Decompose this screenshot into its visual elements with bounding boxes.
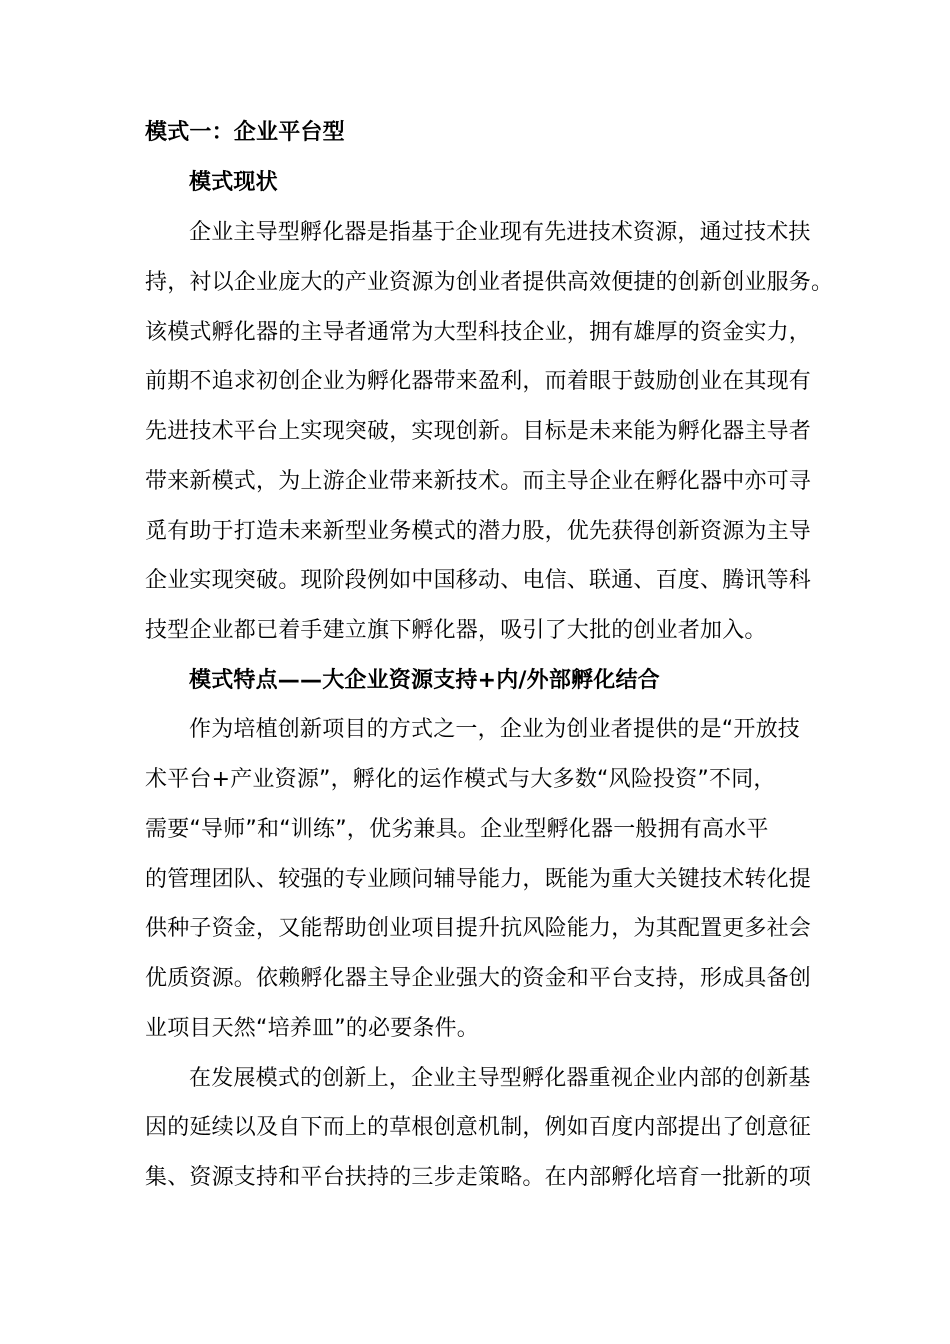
paragraph-line: 因的延续以及自下而上的草根创意机制，例如百度内部提出了创意征 bbox=[145, 1115, 812, 1140]
paragraph-line: 的管理团队、较强的专业顾问辅导能力，既能为重大关键技术转化提 bbox=[145, 867, 812, 892]
paragraph-line: 技型企业都已着手建立旗下孵化器，吸引了大批的创业者加入。 bbox=[145, 618, 767, 643]
section-heading-status: 模式现状 bbox=[189, 170, 278, 195]
section-heading-features: 模式特点——大企业资源支持+内/外部孵化结合 bbox=[189, 668, 660, 693]
paragraph-line: 供种子资金，又能帮助创业项目提升抗风险能力，为其配置更多社会 bbox=[145, 916, 812, 941]
paragraph-line: 集、资源支持和平台扶持的三步走策略。在内部孵化培育一批新的项 bbox=[145, 1165, 812, 1190]
paragraph-line: 企业实现突破。现阶段例如中国移动、电信、联通、百度、腾讯等科 bbox=[145, 568, 812, 593]
paragraph-line: 企业主导型孵化器是指基于企业现有先进技术资源，通过技术扶 bbox=[189, 220, 811, 245]
paragraph-line: 在发展模式的创新上，企业主导型孵化器重视企业内部的创新基 bbox=[189, 1066, 811, 1091]
paragraph-line: 觅有助于打造未来新型业务模式的潜力股，优先获得创新资源为主导 bbox=[145, 519, 812, 544]
paragraph-line: 该模式孵化器的主导者通常为大型科技企业，拥有雄厚的资金实力， bbox=[145, 320, 812, 345]
paragraph-line: 先进技术平台上实现突破，实现创新。目标是未来能为孵化器主导者 bbox=[145, 419, 812, 444]
paragraph-line: 优质资源。依赖孵化器主导企业强大的资金和平台支持，形成具备创 bbox=[145, 966, 812, 991]
paragraph-line: 业项目天然“培养皿”的必要条件。 bbox=[145, 1016, 479, 1041]
main-heading: 模式一：企业平台型 bbox=[145, 120, 345, 145]
paragraph-line: 前期不追求初创企业为孵化器带来盈利，而着眼于鼓励创业在其现有 bbox=[145, 369, 812, 394]
paragraph-line: 需要“导师”和“训练”，优劣兼具。企业型孵化器一般拥有高水平 bbox=[145, 817, 769, 842]
paragraph-line: 持，衬以企业庞大的产业资源为创业者提供高效便捷的创新创业服务。 bbox=[145, 270, 834, 295]
paragraph-line: 作为培植创新项目的方式之一，企业为创业者提供的是“开放技 bbox=[189, 717, 800, 742]
paragraph-line: 带来新模式，为上游企业带来新技术。而主导企业在孵化器中亦可寻 bbox=[145, 469, 812, 494]
paragraph-line: 术平台+产业资源”，孵化的运作模式与大多数“风险投资”不同， bbox=[145, 767, 776, 792]
